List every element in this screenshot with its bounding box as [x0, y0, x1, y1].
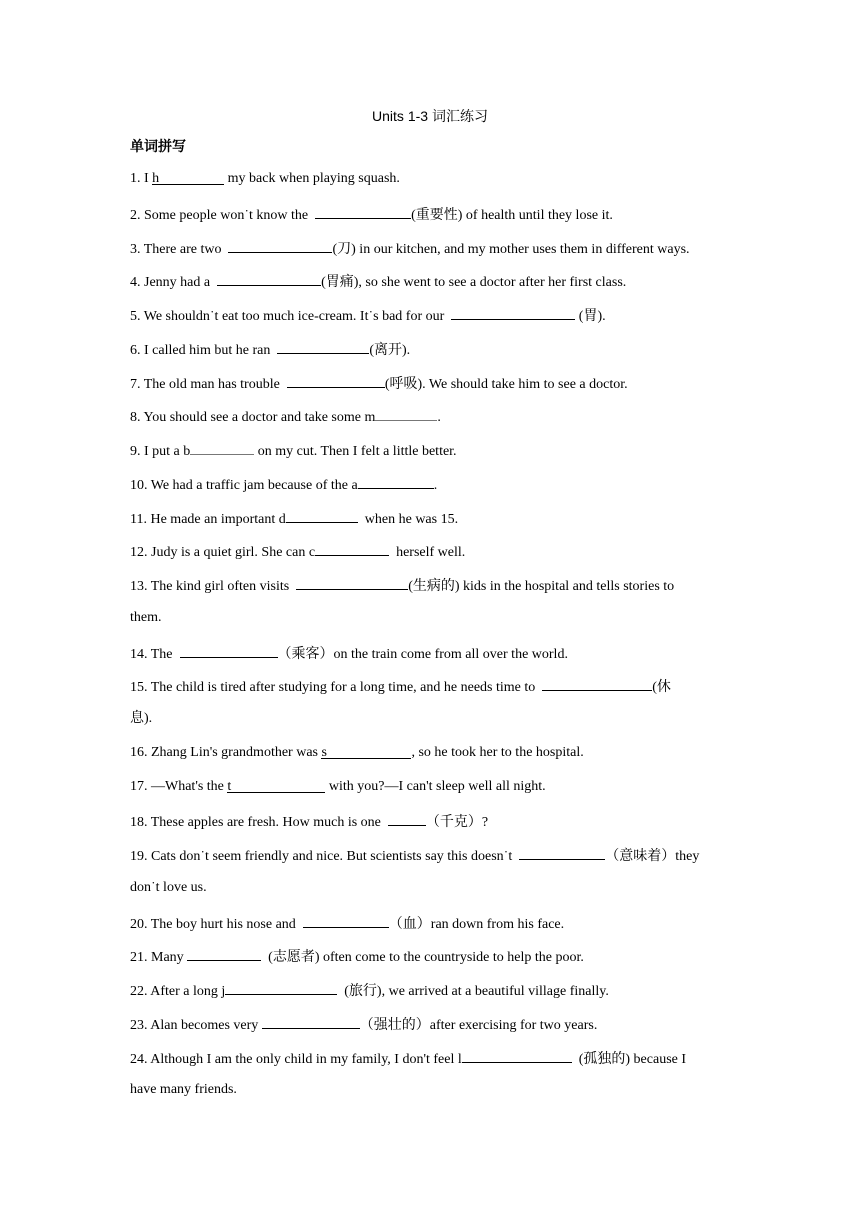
question-18: [130, 811, 488, 832]
question-text: 息).: [130, 711, 153, 726]
question-text: when he was 15.: [357, 511, 459, 527]
question-text: on my cut. Then I felt a little better.: [254, 444, 457, 459]
question-12: [130, 541, 465, 562]
question-text: 20. The boy hurt his nose and: [130, 916, 303, 932]
question-text: my back when playing squash.: [224, 171, 400, 186]
question-text: (孤独的) because I: [571, 1051, 687, 1067]
question-4: [130, 271, 626, 292]
blank-hint-letter: h: [152, 171, 160, 186]
blank-hint-letter: t: [227, 778, 232, 794]
answer-blank[interactable]: [388, 811, 426, 826]
answer-blank[interactable]: [287, 373, 385, 388]
question-text: (休: [652, 680, 671, 696]
question-text: 3. There are two: [130, 241, 229, 257]
answer-blank[interactable]: [228, 238, 332, 253]
question-text: (离开).: [369, 342, 411, 358]
question-text: (旅行), we arrived at a beautiful village finally.: [337, 984, 609, 999]
question-15: [130, 676, 671, 697]
question-text: 21. Many: [130, 950, 188, 966]
question-text: 17. —What's the: [130, 778, 228, 794]
question-text: 10. We had a traffic jam because of the a: [130, 477, 358, 493]
question-text: 24. Although I am the only child in my family, I don't feel l: [130, 1051, 462, 1067]
question-7: [130, 373, 628, 394]
question-10: [130, 474, 437, 495]
question-8: [130, 406, 441, 427]
question-2: [130, 204, 613, 225]
question-text: (志愿者) often come to the countryside to help the poor.: [261, 950, 584, 966]
question-text: herself well.: [389, 545, 466, 561]
question-text: 7. The old man has trouble: [130, 376, 287, 392]
question-text: 4. Jenny had a: [130, 275, 218, 291]
question-text: .: [433, 477, 438, 493]
answer-blank[interactable]: [296, 575, 408, 590]
question-text: （血）ran down from his face.: [388, 916, 565, 932]
answer-blank[interactable]: [286, 508, 358, 523]
page-title: Units 1-3 词汇练习: [372, 108, 488, 124]
question-text: don˙t love us.: [130, 879, 207, 895]
question-text: 11. He made an important d: [130, 511, 286, 527]
question-text: (重要性) of health until they lose it.: [411, 207, 613, 223]
answer-blank[interactable]: [180, 643, 278, 658]
question-3: [130, 238, 690, 259]
question-1: [130, 170, 400, 188]
question-6: [130, 339, 410, 360]
question-13: [130, 575, 674, 596]
answer-blank[interactable]: [277, 339, 369, 354]
question-text: , so he took her to the hospital.: [411, 744, 584, 760]
answer-blank[interactable]: [190, 440, 254, 455]
answer-blank[interactable]: [542, 676, 652, 691]
question-text: (刀) in our kitchen, and my mother uses them in different ways.: [332, 241, 690, 257]
question-22: [130, 980, 609, 1001]
section-heading: 单词拼写: [130, 138, 186, 154]
answer-blank[interactable]: [358, 474, 434, 489]
question-text: 19. Cats don˙t seem friendly and nice. But scientists say this doesn˙t: [130, 849, 520, 864]
answer-blank[interactable]: [451, 305, 575, 320]
question-text: 23. Alan becomes very: [130, 1017, 262, 1033]
question-13-continued: [130, 609, 162, 627]
question-21: [130, 946, 584, 967]
question-text: 6. I called him but he ran: [130, 342, 278, 358]
question-text: 12. Judy is a quiet girl. She can c: [130, 545, 316, 561]
question-text: 2. Some people won˙t know the: [130, 207, 316, 223]
question-14: [130, 643, 568, 664]
question-text: 1. I: [130, 171, 153, 186]
question-text: (生病的) kids in the hospital and tells stories to: [408, 579, 675, 594]
question-24: [130, 1048, 686, 1069]
question-text: 16. Zhang Lin's grandmother was: [130, 744, 322, 760]
answer-blank[interactable]: [303, 913, 389, 928]
question-23: [130, 1014, 597, 1035]
answer-blank[interactable]: [225, 980, 337, 995]
question-text: with you?—I can't sleep well all night.: [325, 778, 546, 794]
question-text: （强壮的）after exercising for two years.: [359, 1017, 598, 1033]
question-17: [130, 778, 546, 796]
question-text: 5. We shouldn˙t eat too much ice-cream. It˙s bad for our: [130, 309, 452, 324]
question-text: (胃痛), so she went to see a doctor after her first class.: [321, 275, 627, 291]
question-5: [130, 305, 606, 326]
answer-blank[interactable]: [187, 946, 261, 961]
answer-blank[interactable]: [152, 170, 224, 185]
question-24-continued: [130, 1081, 237, 1099]
answer-blank[interactable]: [375, 406, 437, 421]
question-text: 13. The kind girl often visits: [130, 579, 297, 594]
question-text: （千克）?: [425, 815, 489, 831]
answer-blank[interactable]: [227, 778, 325, 793]
question-19-continued: [130, 879, 207, 897]
answer-blank[interactable]: [315, 204, 411, 219]
answer-blank[interactable]: [315, 541, 389, 556]
question-text: .: [437, 410, 441, 426]
question-text: 8. You should see a doctor and take some m: [130, 410, 376, 426]
question-text: 15. The child is tired after studying for a long time, and he needs time to: [130, 680, 543, 696]
question-text: 22. After a long j: [130, 984, 226, 999]
question-16: [130, 744, 584, 762]
question-11: [130, 508, 458, 529]
question-text: (呼吸). We should take him to see a doctor.: [384, 376, 628, 392]
question-15-continued: [130, 710, 152, 728]
answer-blank[interactable]: [217, 271, 321, 286]
question-20: [130, 913, 564, 934]
question-19: [130, 845, 699, 866]
answer-blank[interactable]: [321, 744, 411, 759]
answer-blank[interactable]: [262, 1014, 360, 1029]
question-text: 14. The: [130, 646, 180, 662]
answer-blank[interactable]: [519, 845, 605, 860]
question-text: have many friends.: [130, 1082, 237, 1098]
answer-blank[interactable]: [462, 1048, 572, 1063]
question-text: them.: [130, 609, 162, 625]
question-text: 9. I put a b: [130, 444, 191, 459]
question-text: 18. These apples are fresh. How much is one: [130, 815, 388, 831]
blank-hint-letter: s: [321, 744, 327, 760]
question-text: （意味着）they: [605, 849, 700, 864]
question-text: (胃).: [575, 309, 606, 324]
question-9: [130, 440, 457, 461]
question-text: （乘客）on the train come from all over the world.: [277, 646, 568, 662]
